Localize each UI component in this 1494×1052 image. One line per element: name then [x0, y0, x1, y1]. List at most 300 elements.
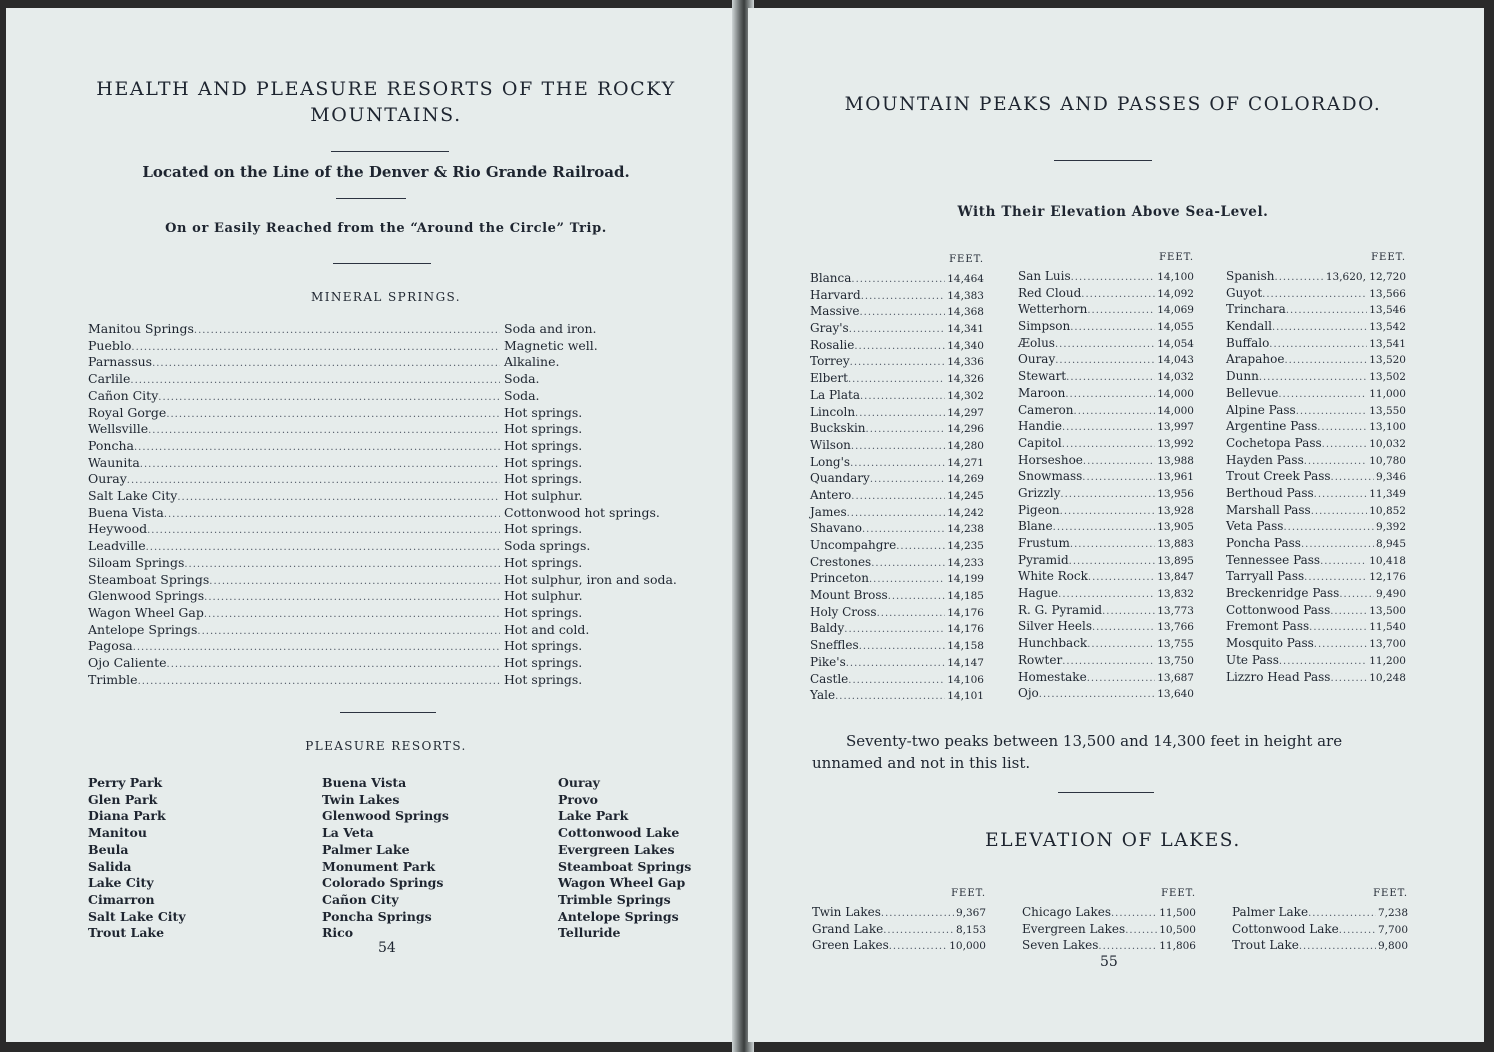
mineral-spring-row	[88, 505, 688, 522]
peak-name: Alpine Pass	[1226, 402, 1296, 417]
peak-row	[1018, 552, 1194, 569]
leader-dots	[1092, 620, 1155, 637]
spring-name: Royal Gorge	[88, 404, 167, 420]
peak-name: Fremont Pass	[1226, 619, 1310, 634]
spring-type: Hot springs.	[504, 421, 583, 437]
leader-dots	[1314, 637, 1367, 654]
peak-name: Veta Pass	[1226, 519, 1284, 534]
peak-row	[810, 387, 984, 404]
peak-name: White Rock	[1018, 569, 1088, 584]
leader-dots	[194, 323, 500, 339]
peak-elevation: 13,992	[1157, 437, 1194, 450]
spring-name: Ouray	[88, 471, 127, 487]
peak-elevation: 13,541	[1369, 337, 1406, 350]
leader-dots	[1065, 387, 1155, 404]
mineral-spring-row	[88, 421, 688, 438]
peak-row	[1018, 485, 1194, 502]
peak-elevation: 14,055	[1157, 321, 1194, 334]
leader-dots	[1070, 537, 1155, 554]
leader-dots	[1062, 420, 1155, 437]
mineral-spring-row	[88, 538, 688, 555]
spring-type: Hot sulphur.	[504, 588, 583, 604]
peak-elevation: 14,302	[947, 389, 984, 402]
left-title-line2: MOUNTAINS.	[310, 104, 462, 126]
peak-name: Holy Cross	[810, 604, 877, 619]
spring-type: Soda.	[504, 371, 540, 387]
peak-elevation: 11,349	[1369, 487, 1406, 500]
peak-row	[1226, 585, 1406, 602]
peak-row	[1226, 518, 1406, 535]
leader-dots	[209, 574, 500, 590]
peak-name: Guyot	[1226, 285, 1263, 300]
peak-name: Maroon	[1018, 385, 1066, 400]
peak-elevation: 13,956	[1157, 487, 1194, 500]
peak-name: La Plata	[810, 387, 860, 402]
leader-dots	[1299, 939, 1376, 956]
page-number-right: 55	[1100, 954, 1118, 970]
pleasure-resort-item: Provo	[558, 791, 598, 807]
peak-name: Buffalo	[1226, 335, 1270, 350]
peak-row	[1018, 385, 1194, 402]
peak-elevation: 14,368	[947, 306, 984, 319]
leader-dots	[1070, 320, 1155, 337]
peak-name: Berthoud Pass	[1226, 485, 1314, 500]
leader-dots	[1314, 487, 1368, 504]
leader-dots	[851, 272, 945, 289]
peak-row	[1226, 618, 1406, 635]
spring-name: Steamboat Springs	[88, 571, 210, 587]
spring-name: Pagosa	[88, 638, 133, 654]
leader-dots	[866, 422, 946, 439]
leader-dots	[859, 639, 946, 656]
spring-type: Hot springs.	[504, 655, 583, 670]
spring-type: Hot sulphur.	[504, 488, 583, 503]
peak-name: Massive	[810, 304, 860, 319]
spring-name: Pueblo	[88, 337, 132, 353]
peak-name: Shavano	[810, 521, 862, 536]
peak-name: Snowmass	[1018, 469, 1083, 484]
peak-row	[1018, 418, 1194, 435]
peak-row	[810, 320, 984, 337]
leader-dots	[888, 589, 946, 606]
peak-row	[810, 570, 984, 587]
peak-row	[1018, 535, 1194, 552]
peak-row	[810, 470, 984, 487]
peak-row	[810, 520, 984, 537]
peak-name: Spanish	[1226, 269, 1275, 283]
lake-row	[812, 904, 986, 921]
lake-name: Grand Lake	[812, 921, 884, 936]
spring-type: Hot and cold.	[504, 621, 590, 637]
leader-dots	[877, 606, 946, 623]
leader-dots	[1102, 604, 1155, 621]
right-title: MOUNTAIN PEAKS AND PASSES OF COLORADO.	[844, 94, 1382, 115]
spring-type: Hot springs.	[504, 404, 583, 420]
peak-elevation: 13,928	[1157, 504, 1194, 517]
pleasure-resort-item: Ouray	[558, 775, 600, 790]
leader-dots	[177, 490, 500, 506]
pleasure-col-3	[558, 775, 691, 942]
peak-name: Wetterhorn	[1018, 302, 1088, 317]
peaks-col-1	[810, 250, 984, 704]
spring-type: Alkaline.	[504, 354, 560, 370]
leader-dots	[848, 673, 945, 690]
leader-dots	[1284, 353, 1367, 370]
lake-row	[1232, 904, 1408, 921]
peak-row	[810, 620, 984, 637]
leader-dots	[1339, 587, 1374, 604]
peak-name: James	[810, 504, 847, 519]
peak-name: Mount Bross	[810, 588, 888, 603]
lake-name: Seven Lakes	[1022, 938, 1099, 953]
peak-row	[1226, 652, 1406, 669]
peak-name: Handie	[1018, 419, 1062, 434]
leader-dots	[158, 390, 500, 406]
peak-row	[1018, 351, 1194, 368]
peak-elevation: 14,106	[947, 673, 984, 686]
lake-row	[1232, 937, 1408, 954]
pleasure-resort-item: Trimble Springs	[558, 891, 671, 907]
leader-dots	[850, 355, 946, 372]
lake-elevation: 10,000	[949, 940, 986, 953]
leader-dots	[1088, 570, 1155, 587]
peak-row	[810, 537, 984, 554]
peak-row	[1226, 502, 1406, 519]
peak-name: Princeton	[810, 571, 869, 586]
peak-row	[1018, 318, 1194, 335]
peak-name: Uncompahgre	[810, 538, 897, 552]
peak-elevation: 14,296	[947, 423, 984, 436]
peak-row	[810, 671, 984, 688]
peak-row	[810, 487, 984, 504]
leader-dots	[844, 622, 945, 639]
spring-name: Leadville	[88, 538, 146, 554]
lakes-title: ELEVATION OF LAKES.	[985, 830, 1241, 851]
leader-dots	[861, 289, 946, 306]
peak-row	[1226, 351, 1406, 368]
pleasure-resort-item: Perry Park	[88, 775, 163, 790]
spring-type: Hot sulphur, iron and soda.	[504, 571, 677, 587]
page-number-left: 54	[378, 940, 396, 956]
peak-elevation: 13,100	[1369, 421, 1406, 434]
peak-row	[1226, 418, 1406, 435]
peak-elevation: 13,766	[1157, 621, 1194, 634]
pleasure-resort-item: Glen Park	[88, 791, 158, 807]
spring-name: Parnassus	[88, 354, 153, 370]
peak-elevation: 14,199	[947, 573, 984, 586]
peak-elevation: 13,542	[1369, 321, 1406, 334]
peak-row	[1226, 485, 1406, 502]
peak-name: Tennessee Pass	[1226, 552, 1321, 567]
peak-name: Capitol	[1018, 435, 1062, 450]
leader-dots	[1272, 320, 1367, 337]
peak-elevation: 9,346	[1375, 471, 1406, 484]
leader-dots	[140, 457, 500, 473]
peak-elevation: 12,176	[1369, 571, 1406, 584]
leader-dots	[204, 607, 500, 623]
leader-dots	[1060, 504, 1156, 521]
divider	[1058, 792, 1154, 793]
leader-dots	[1286, 303, 1367, 320]
pleasure-resort-item: Cimarron	[88, 891, 155, 907]
spring-type: Hot springs.	[504, 604, 583, 620]
peak-elevation: 14,383	[947, 289, 984, 302]
spring-type: Hot springs.	[504, 638, 583, 654]
spring-name: Waunita	[88, 454, 140, 470]
peak-elevation: 10,032	[1369, 437, 1406, 450]
pleasure-resort-item: Poncha Springs	[322, 908, 432, 924]
lake-elevation: 7,700	[1377, 923, 1408, 936]
peak-row	[810, 554, 984, 571]
peak-row	[1018, 285, 1194, 302]
pleasure-resort-item: Telluride	[558, 925, 621, 941]
mineral-spring-row	[88, 672, 688, 689]
lake-name: Chicago Lakes	[1022, 905, 1111, 919]
spring-type: Hot springs.	[504, 454, 583, 470]
peak-name: Æolus	[1018, 335, 1055, 350]
peak-name: Pigeon	[1018, 502, 1060, 517]
peak-row	[1018, 452, 1194, 469]
leader-dots	[871, 556, 945, 573]
peak-name: Long's	[810, 454, 851, 469]
peak-elevation: 9,490	[1375, 588, 1406, 601]
peak-name: Quandary	[810, 471, 870, 486]
mineral-spring-row	[88, 471, 688, 488]
peak-elevation: 14,245	[947, 489, 984, 502]
peak-name: Hayden Pass	[1226, 452, 1304, 467]
leader-dots	[1320, 554, 1367, 571]
peak-elevation: 13,502	[1369, 371, 1406, 384]
leader-dots	[883, 923, 954, 940]
peak-elevation: 14,176	[947, 623, 984, 636]
leader-dots	[1083, 454, 1155, 471]
peak-name: Yale	[810, 688, 836, 703]
leader-dots	[1330, 671, 1367, 688]
mineral-spring-row	[88, 655, 688, 672]
peak-row	[1018, 518, 1194, 535]
leader-dots	[851, 439, 945, 456]
lake-elevation: 11,500	[1159, 907, 1196, 919]
peak-row	[1226, 385, 1406, 402]
peak-elevation: 13,773	[1157, 604, 1194, 617]
peak-row	[810, 637, 984, 654]
peak-row	[1226, 402, 1406, 419]
peak-elevation: 14,158	[947, 640, 984, 653]
peak-row	[1226, 535, 1406, 552]
peak-elevation: 14,336	[947, 356, 984, 369]
leader-dots	[870, 472, 945, 489]
spring-name: Heywood	[88, 521, 148, 537]
peak-name: Wilson	[810, 437, 851, 452]
peak-elevation: 14,185	[947, 590, 984, 603]
peak-elevation: 11,000	[1369, 387, 1406, 400]
peak-name: Antero	[810, 487, 852, 502]
lake-name: Trout Lake	[1232, 938, 1299, 953]
leader-dots	[134, 440, 500, 456]
peak-name: R. G. Pyramid	[1018, 602, 1103, 617]
peak-name: Lizzro Head Pass	[1226, 669, 1331, 684]
peak-row	[1226, 635, 1406, 652]
leader-dots	[1039, 687, 1155, 704]
peak-elevation: 13,832	[1157, 588, 1194, 601]
peak-elevation: 13,997	[1157, 421, 1194, 434]
peak-name: Frustum	[1018, 536, 1070, 550]
peak-row	[810, 654, 984, 671]
pleasure-col-2	[322, 775, 449, 942]
peak-elevation: 11,540	[1369, 621, 1406, 634]
unnamed-peaks-note: Seventy-two peaks between 13,500 and 14,300 feet in height are unnamed and not in this list.	[812, 732, 1343, 772]
peak-elevation: 14,043	[1157, 354, 1194, 367]
left-title-line1: HEALTH AND PLEASURE RESORTS OF THE ROCKY	[96, 78, 676, 100]
lake-elevation: 9,367	[955, 907, 986, 919]
peak-name: Grizzly	[1018, 485, 1061, 500]
spring-name: Trimble	[88, 671, 138, 687]
peak-elevation: 10,248	[1369, 671, 1406, 684]
mineral-spring-row	[88, 622, 688, 639]
peak-elevation: 14,340	[947, 339, 984, 352]
peak-row	[1226, 268, 1406, 285]
peak-row	[1018, 568, 1194, 585]
pleasure-resort-item: Colorado Springs	[322, 875, 444, 891]
peak-name: Dunn	[1226, 369, 1259, 384]
mineral-springs-heading: MINERAL SPRINGS.	[311, 290, 461, 304]
pleasure-resort-item: Salida	[88, 858, 132, 874]
leader-dots	[851, 489, 945, 506]
peak-elevation: 13,961	[1157, 471, 1194, 484]
spring-name: Poncha	[88, 437, 134, 453]
peak-row	[1018, 635, 1194, 652]
peak-row	[1226, 301, 1406, 318]
peak-row	[810, 504, 984, 521]
peak-elevation: 14,101	[947, 690, 984, 703]
peak-row	[1226, 669, 1406, 686]
peak-elevation: 10,418	[1369, 554, 1406, 567]
peak-elevation: 14,069	[1157, 304, 1194, 317]
lake-elevation: 8,153	[955, 923, 986, 936]
leader-dots	[846, 656, 946, 673]
peak-name: Sneffles	[810, 638, 859, 653]
peak-name: Silver Heels	[1018, 619, 1092, 634]
peak-elevation: 13,883	[1157, 538, 1194, 550]
lake-row	[1232, 921, 1408, 938]
leader-dots	[166, 407, 500, 423]
leader-dots	[881, 906, 954, 923]
feet-column-header: FEET.	[949, 254, 984, 265]
pleasure-resort-item: Salt Lake City	[88, 908, 186, 924]
peak-row	[810, 587, 984, 604]
peak-elevation: 9,392	[1375, 521, 1406, 534]
left-page	[6, 8, 738, 1042]
peak-row	[1226, 452, 1406, 469]
peak-elevation: 14,176	[947, 606, 984, 619]
pleasure-col-1	[88, 775, 186, 942]
peak-row	[1226, 368, 1406, 385]
pleasure-resort-item: Cañon City	[322, 891, 399, 907]
leader-dots	[860, 389, 945, 406]
peak-row	[1018, 268, 1194, 285]
divider	[1054, 160, 1152, 161]
peak-row	[1018, 685, 1194, 702]
spring-name: Glenwood Springs	[88, 588, 205, 604]
leader-dots	[1087, 303, 1155, 320]
mineral-spring-row	[88, 521, 688, 538]
pleasure-resort-item: Twin Lakes	[322, 791, 400, 807]
divider	[336, 198, 406, 199]
peak-row	[810, 604, 984, 621]
left-subtitle: Located on the Line of the Denver & Rio Grande Railroad.	[142, 163, 630, 181]
leader-dots	[889, 939, 948, 956]
peak-elevation: 14,233	[947, 556, 984, 569]
leader-dots	[148, 423, 500, 439]
peak-row	[810, 337, 984, 354]
pleasure-resort-item: Palmer Lake	[322, 841, 410, 857]
leader-dots	[1087, 637, 1155, 654]
peak-elevation: 13,905	[1157, 521, 1194, 534]
leader-dots	[854, 339, 945, 356]
pleasure-resort-item: Glenwood Springs	[322, 808, 449, 824]
leader-dots	[131, 340, 500, 356]
peak-elevation: 14,269	[947, 473, 984, 486]
peak-name: Lincoln	[810, 404, 856, 419]
mineral-spring-row	[88, 488, 688, 505]
peak-name: Ojo	[1018, 686, 1039, 701]
mineral-spring-row	[88, 438, 688, 455]
leader-dots	[197, 624, 500, 640]
peak-name: Ute Pass	[1226, 652, 1279, 667]
pleasure-resort-item: Rico	[322, 925, 354, 941]
peak-row	[810, 270, 984, 287]
peak-name: Blane	[1018, 519, 1053, 534]
peak-name: Gray's	[810, 321, 849, 336]
peak-name: Breckenridge Pass	[1226, 586, 1340, 601]
peak-name: Crestones	[810, 554, 872, 569]
mineral-spring-row	[88, 405, 688, 422]
peak-elevation: 14,054	[1157, 337, 1194, 350]
peak-name: San Luis	[1018, 269, 1071, 283]
leader-dots	[849, 322, 946, 339]
peak-row	[1226, 468, 1406, 485]
mineral-spring-row	[88, 321, 688, 338]
pleasure-resort-item: Wagon Wheel Gap	[558, 875, 686, 891]
pleasure-resort-item: La Veta	[322, 825, 374, 841]
peak-name: Hunchback	[1018, 636, 1088, 651]
peak-elevation: 13,750	[1157, 654, 1194, 667]
peak-elevation: 13,520	[1369, 354, 1406, 367]
lake-name: Palmer Lake	[1232, 905, 1309, 919]
feet-column-header: FEET.	[1159, 252, 1194, 263]
leader-dots	[146, 540, 500, 556]
peak-row	[810, 437, 984, 454]
peak-elevation: 14,326	[947, 373, 984, 386]
peak-elevation: 8,945	[1375, 538, 1406, 550]
leader-dots	[204, 590, 500, 606]
peak-name: Arapahoe	[1226, 352, 1285, 367]
pleasure-resort-item: Diana Park	[88, 808, 166, 824]
pleasure-resort-item: Antelope Springs	[558, 908, 679, 924]
leader-dots	[1330, 604, 1367, 621]
mineral-spring-row	[88, 371, 688, 388]
pleasure-resort-item: Buena Vista	[322, 775, 407, 790]
leader-dots	[1074, 404, 1156, 421]
peak-elevation: 10,780	[1369, 454, 1406, 467]
mineral-spring-row	[88, 388, 688, 405]
peak-elevation: 13,546	[1369, 304, 1406, 317]
lake-row	[812, 921, 986, 938]
peak-elevation: 14,297	[947, 406, 984, 419]
peaks-col-2	[1018, 248, 1194, 702]
mineral-spring-row	[88, 605, 688, 622]
peak-elevation: 13,566	[1369, 287, 1406, 300]
